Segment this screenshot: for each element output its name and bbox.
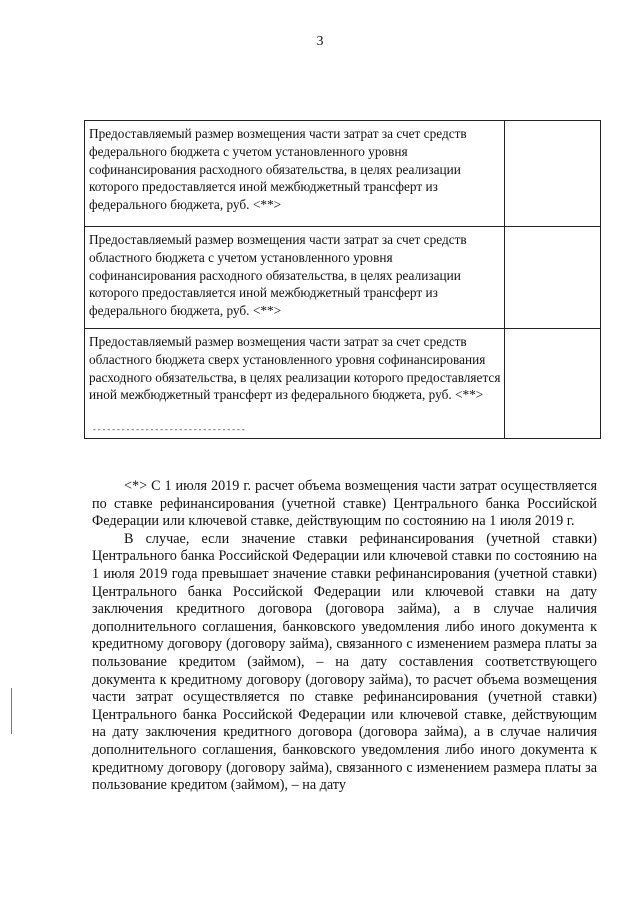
row-value-federal-budget <box>505 121 601 227</box>
table-row <box>85 329 601 439</box>
row-label-regional-budget-above-level: Предоставляемый размер возмещения части затрат за счет средств областного бюджета сверх установленного уровня софинансирования расходного обязательства, в целях реализации которого предоставляется иной межбюджетный трансферт из федерального бюджета, руб. <**> <box>85 329 505 439</box>
row-label-federal-budget: Предоставляемый размер возмещения части затрат за счет средств федерального бюджета с учетом установленного уровня софинансирования расходного обязательства, в целях реализации которого предоставляется иной межбюджетный трансферт из федерального бюджета, руб. <**> <box>85 121 505 227</box>
row-label-regional-budget: Предоставляемый размер возмещения части затрат за счет средств областного бюджета с учетом установленного уровня софинансирования расходного обязательства, в целях реализации которого предоставляется иной межбюджетный трансферт из федерального бюджета, руб. <**> <box>85 227 505 329</box>
footnote-separator: -------------------------------- <box>92 426 246 435</box>
row-value-regional-budget-above-level <box>505 329 601 439</box>
footnote-paragraph: В случае, если значение ставки рефинансирования (учетной ставки) Центрального банка Российской Федерации или ключевой ставки по состоянию на 1 июля 2019 года превышает значение ставки рефинансирования (учетной ставки) Центрального банка Российской Федерации или ключевой ставки на дату заключения кредитного договора (договора займа), а в случае наличия дополнительного соглашения, банковского уведомления либо иного документа к кредитному договору (договору займа), связанного с изменением размера платы за пользование кредитом (займом), – на дату составления соответствующего документа к кредитному договору (договору займа), то расчет объема возмещения части затрат осуществляется по ставке рефинансирования (учетной ставки) Центрального банка Российской Федерации или ключевой ставке, действующим на дату заключения кредитного договора (договора займа), а в случае наличия дополнительного соглашения, банковского уведомления либо иного документа к кредитному договору (договору займа), связанного с изменением размера платы за пользование кредитом (займом), – на дату <box>92 530 597 794</box>
page-number: 3 <box>316 34 324 49</box>
margin-mark <box>11 688 12 734</box>
footnote-body <box>92 478 597 795</box>
cost-table <box>84 120 601 439</box>
table-row <box>85 227 601 329</box>
footnote-paragraph: <*> С 1 июля 2019 г. расчет объема возмещения части затрат осуществляется по ставке рефинансирования (учетной ставке) Центрального банка Российской Федерации или ключевой ставке, действующим по состоянию на 1 июля 2019 г. <box>92 478 597 530</box>
table-row <box>85 121 601 227</box>
row-value-regional-budget <box>505 227 601 329</box>
